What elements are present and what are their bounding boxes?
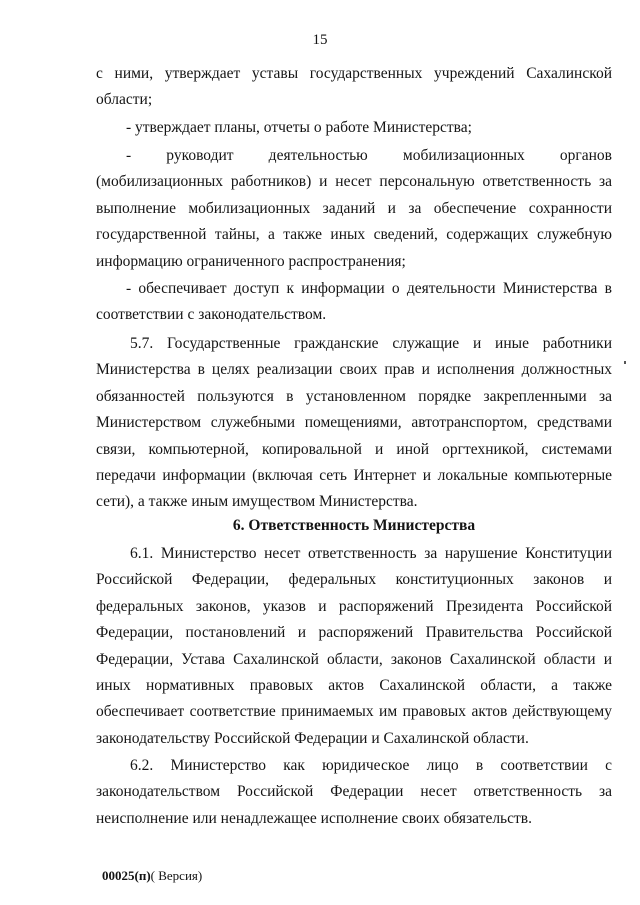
text-line: - утверждает планы, отчеты о работе Министерства; [126, 119, 472, 136]
paragraph-mobilization [96, 143, 612, 275]
section-heading: 6. Ответственность Министерства [232, 517, 476, 534]
text-line: 5.7. Государственные гражданские служащие и иные работники [130, 335, 612, 352]
text-line: 6.2. Министерство как юридическое лицо в соответствии с [130, 757, 612, 774]
paragraph-plans [96, 115, 612, 141]
text-line: Министерства в целях реализации своих прав и исполнения должностных [96, 361, 612, 379]
text-line: иных нормативных правовых актов Сахалинской области, а также [96, 676, 612, 694]
text-line: 6.1. Министерство несет ответственность за нарушение Конституции [130, 545, 612, 562]
page-number: 15 [312, 32, 328, 48]
paragraph-6-1 [96, 541, 612, 752]
text-line: обеспечивает соответствие принимаемых им правовых актов действующему [96, 703, 612, 721]
document-footer [102, 868, 202, 884]
text-line: (мобилизационных работников) и несет персональную ответственность за [96, 173, 612, 191]
text-line: неисполнение или ненадлежащее исполнение своих обязательств. [96, 809, 532, 827]
text-line: обязанностей пользуются в установленном порядке закрепленными за [96, 387, 612, 405]
text-line: законодательству Российской Федерации и Сахалинской области. [96, 729, 529, 747]
document-version: ( Версия) [150, 868, 203, 883]
text-line: - обеспечивает доступ к информации о деятельности Министерства в [126, 280, 612, 297]
text-line: связи, компьютерной, копировальной и иной оргтехникой, системами [96, 440, 612, 458]
text-line: Федерации, Устава Сахалинской области, законов Сахалинской области и [96, 650, 612, 668]
text-line: Федерации, постановлений и распоряжений Правительства Российской [96, 624, 612, 642]
scan-speck [624, 361, 626, 364]
text-line: законодательством Российской Федерации несет ответственность за [96, 783, 612, 801]
text-line: соответствии с законодательством. [96, 306, 327, 324]
paragraph-information-access [96, 276, 612, 329]
text-line: Министерством служебными помещениями, автотранспортом, средствами [96, 414, 612, 432]
text-line: с ними, утверждает уставы государственных учреждений Сахалинской [96, 65, 612, 82]
text-line: федеральных законов, указов и распоряжений Президента Российской [96, 597, 612, 615]
text-line: Российской Федерации, федеральных конституционных законов и [96, 571, 612, 589]
document-code: 00025(п) [102, 868, 151, 883]
text-line: области; [96, 91, 153, 109]
text-line: выполнение мобилизационных заданий и за обеспечение сохранности [96, 199, 612, 217]
text-line: сети), а также иным имуществом Министерства. [96, 493, 418, 511]
text-line: государственной тайны, а также иных сведений, содержащих служебную [96, 226, 612, 244]
paragraph-5-7 [96, 331, 612, 516]
paragraph-6-2 [96, 753, 612, 832]
text-line: передачи информации (включая сеть Интернет и локальные компьютерные [96, 466, 612, 484]
paragraph-charters [96, 61, 612, 114]
text-line: - руководит деятельностью мобилизационных органов [126, 147, 612, 164]
text-line: информацию ограниченного распространения; [96, 252, 406, 270]
